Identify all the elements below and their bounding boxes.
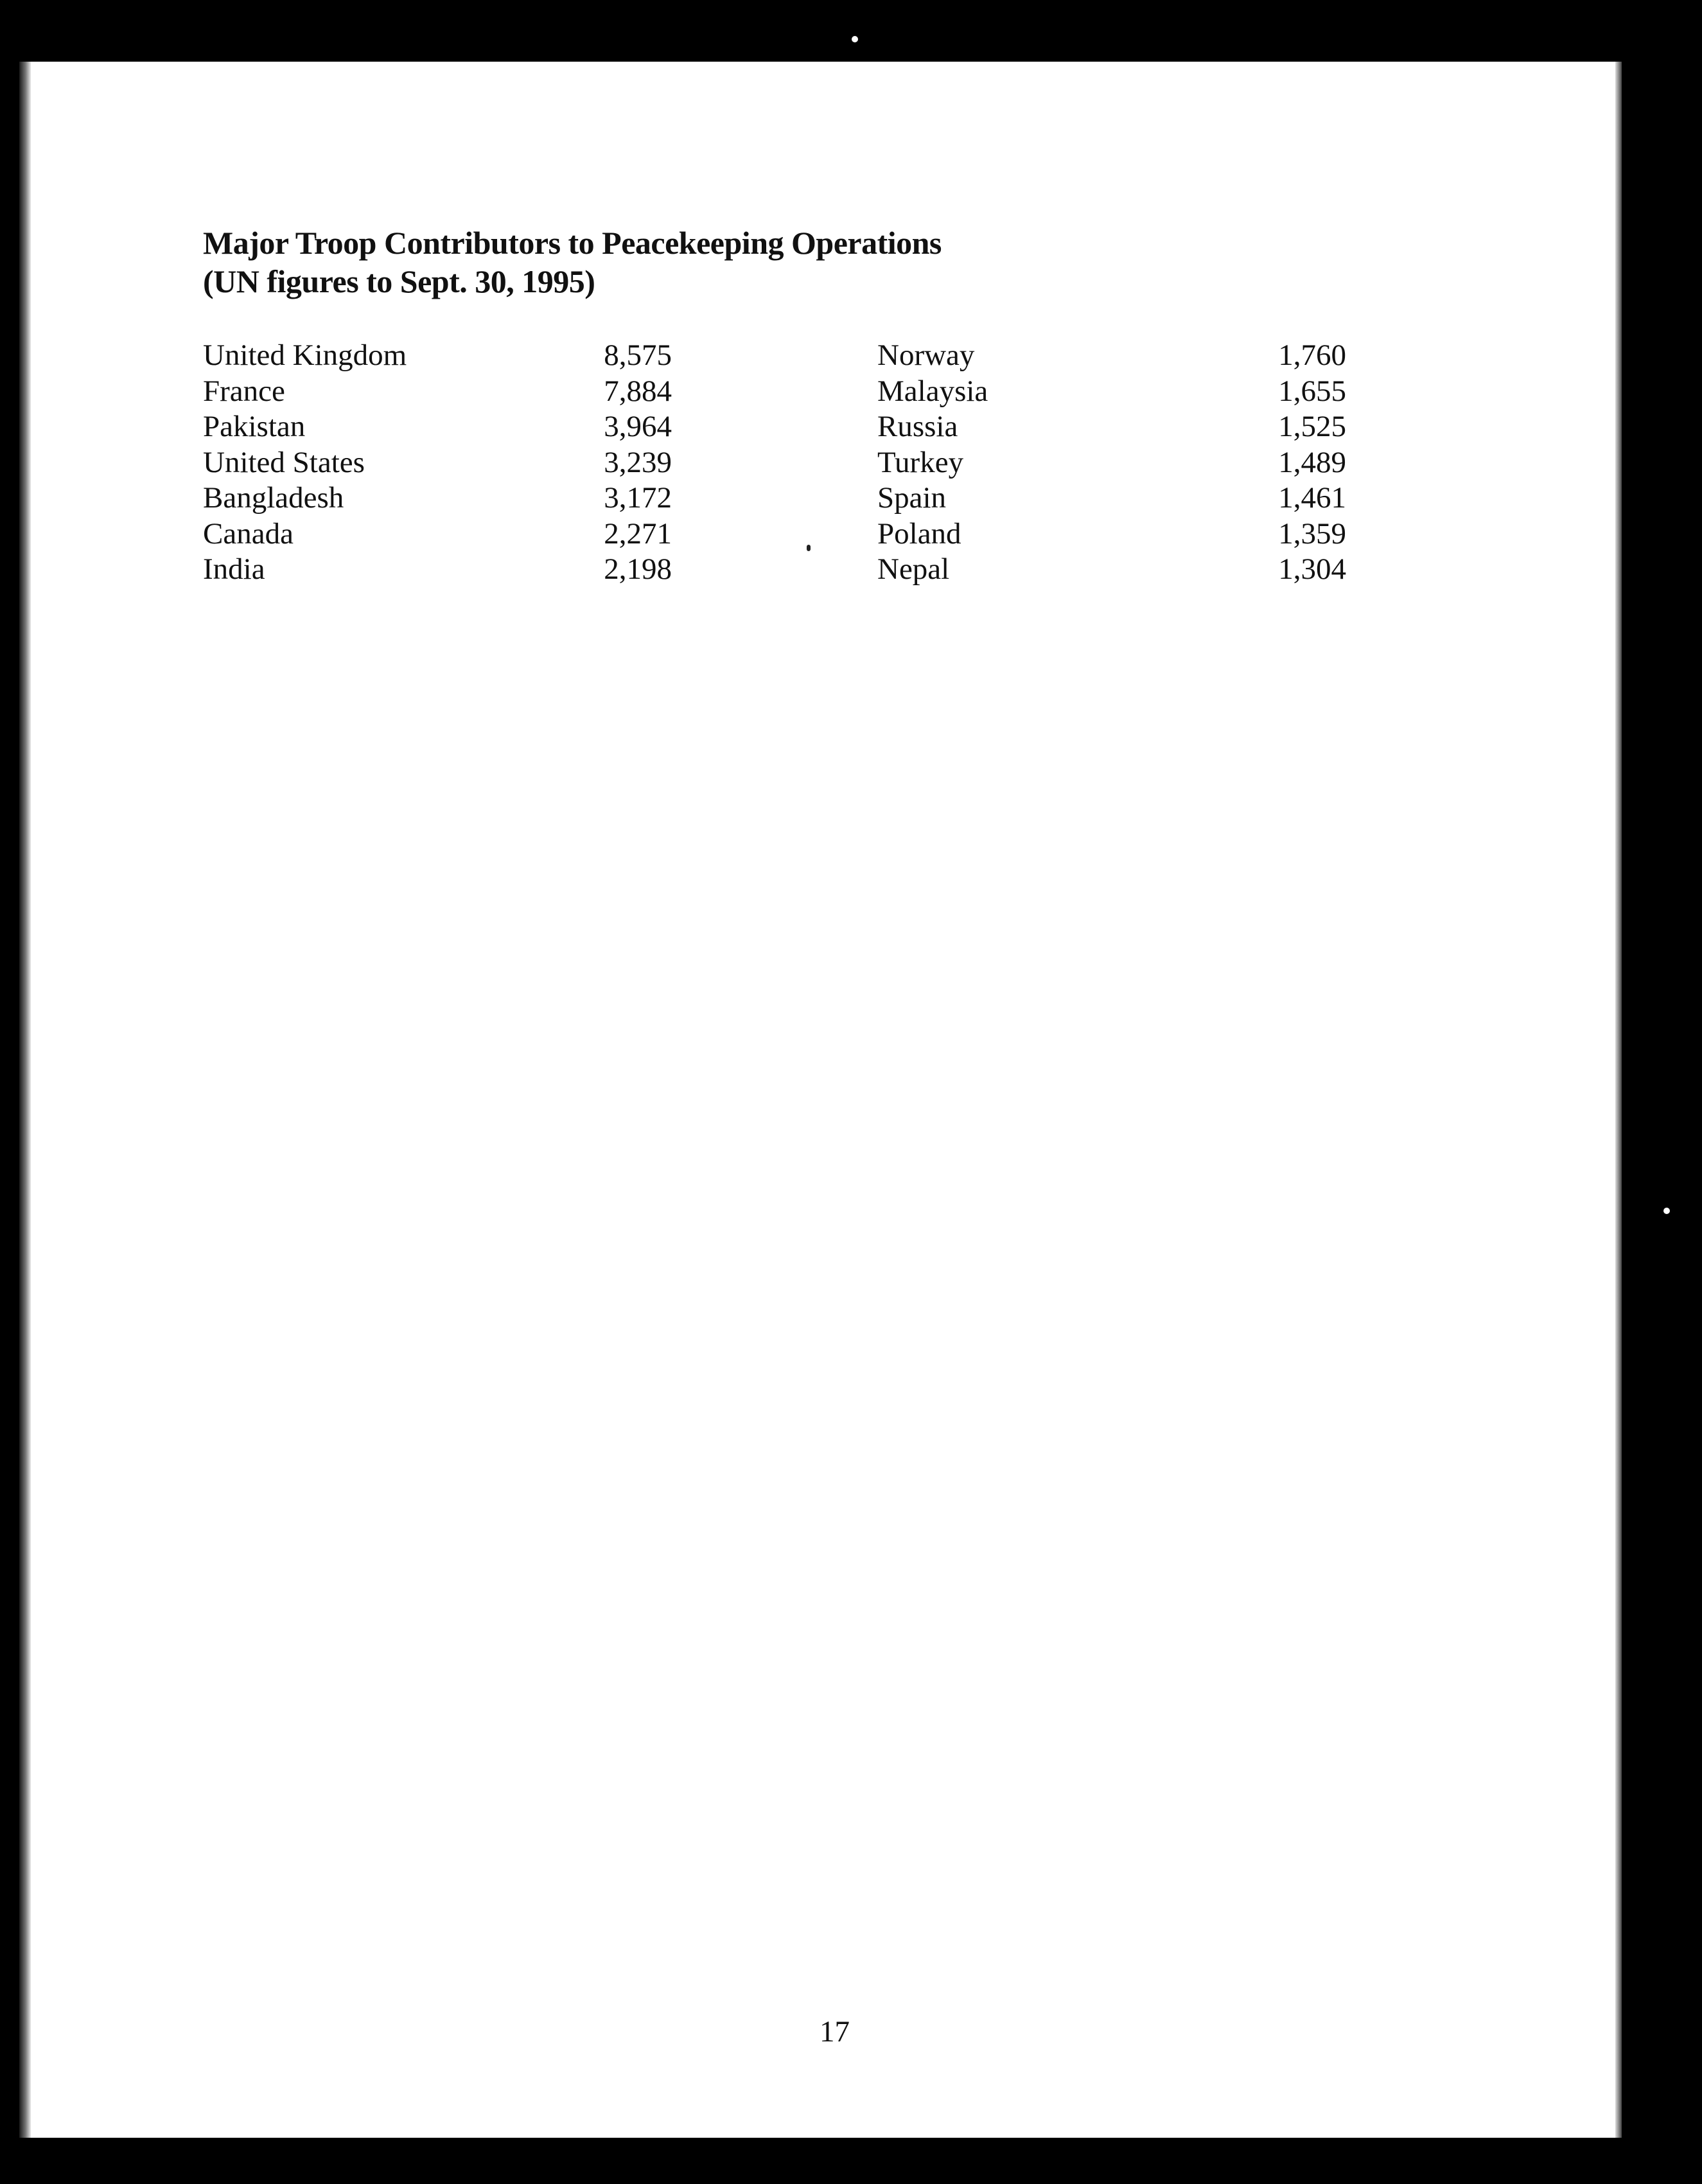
troop-count: 1,489 [1278, 445, 1346, 479]
page-right-edge [1615, 62, 1622, 2138]
troop-count: 2,271 [604, 516, 672, 550]
troop-row [877, 338, 1346, 374]
troop-row [203, 480, 672, 516]
country-name: Nepal [877, 552, 950, 586]
country-name: India [203, 552, 265, 586]
troop-row [203, 445, 672, 481]
country-name: Norway [877, 339, 975, 372]
troop-row [203, 516, 672, 552]
troop-list-right-column [877, 338, 1346, 588]
troop-row [877, 480, 1346, 516]
troop-row [877, 445, 1346, 481]
troop-row [877, 409, 1346, 445]
country-name: Malaysia [877, 374, 988, 408]
troop-row [203, 338, 672, 374]
troop-count: 1,304 [1278, 552, 1346, 586]
document-page [19, 62, 1622, 2138]
troop-row [203, 552, 672, 588]
scan-dust-mark [1663, 1208, 1670, 1214]
troop-count: 3,172 [604, 481, 672, 515]
country-name: Russia [877, 410, 958, 443]
troop-row [877, 516, 1346, 552]
title-line-1: Major Troop Contributors to Peacekeeping Operations [203, 225, 942, 261]
country-name: Spain [877, 481, 947, 515]
troop-count: 1,760 [1278, 339, 1346, 372]
troop-row [877, 374, 1346, 410]
country-name: Pakistan [203, 410, 306, 443]
troop-count: 8,575 [604, 339, 672, 372]
scan-dust-mark [852, 36, 858, 42]
troop-count: 1,525 [1278, 410, 1346, 443]
troop-count: 1,359 [1278, 516, 1346, 550]
scan-speck [807, 545, 811, 551]
country-name: Bangladesh [203, 481, 344, 515]
troop-row [203, 409, 672, 445]
country-name: United Kingdom [203, 339, 407, 372]
troop-count: 1,461 [1278, 481, 1346, 515]
country-name: Poland [877, 516, 961, 550]
document-title [203, 224, 942, 301]
country-name: France [203, 374, 285, 408]
country-name: Turkey [877, 445, 964, 479]
page-number: 17 [820, 2015, 850, 2048]
troop-row [877, 552, 1346, 588]
title-line-2: (UN figures to Sept. 30, 1995) [203, 263, 595, 299]
country-name: Canada [203, 516, 294, 550]
troop-list-left-column [203, 338, 672, 588]
troop-count: 1,655 [1278, 374, 1346, 408]
troop-count: 2,198 [604, 552, 672, 586]
troop-count: 7,884 [604, 374, 672, 408]
troop-row [203, 374, 672, 410]
page-binding-shadow [19, 62, 31, 2138]
troop-count: 3,239 [604, 445, 672, 479]
country-name: United States [203, 445, 365, 479]
troop-count: 3,964 [604, 410, 672, 443]
